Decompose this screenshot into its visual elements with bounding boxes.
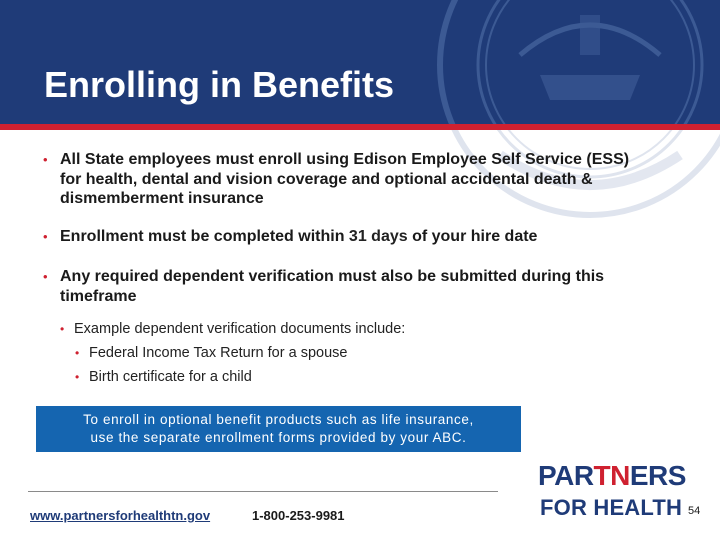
bullet-marker: • xyxy=(43,229,48,244)
sub-bullet-text: Example dependent verification documents include: xyxy=(74,321,406,337)
sub-bullet-text: Birth certificate for a child xyxy=(89,369,252,385)
callout-box xyxy=(36,406,521,452)
callout-line-2: use the separate enrollment forms provided by your ABC. xyxy=(90,430,467,445)
bullet-marker: • xyxy=(75,346,80,360)
logo-wordmark: PARTNERS xyxy=(538,460,686,491)
phone-number: 1-800-253-9981 xyxy=(252,508,345,523)
bullet-text: All State employees must enroll using Edison Employee Self Service (ESS) for health, dental and vision coverage and optional accidental death & dismemberment insurance xyxy=(60,151,630,207)
page-title: Enrolling in Benefits xyxy=(44,64,395,105)
bullet-marker: • xyxy=(43,152,48,167)
bullet-marker: • xyxy=(43,269,48,284)
bullet-text: Any required dependent verification must also be submitted during this timeframe xyxy=(60,268,605,305)
emphasis-days: 31 days xyxy=(348,228,408,245)
page-number: 54 xyxy=(688,505,701,517)
bullet-item xyxy=(43,150,630,209)
logo-tagline: FOR HEALTH xyxy=(540,495,683,520)
footer-divider xyxy=(28,491,498,492)
sub-bullet-text: Federal Income Tax Return for a spouse xyxy=(89,345,348,361)
callout-line-1: To enroll in optional benefit products such as life insurance, xyxy=(83,412,474,427)
bullet-text: of your hire date xyxy=(407,228,538,245)
website-link[interactable]: www.partnersforhealthtn.gov xyxy=(30,508,211,523)
sub-bullet-item xyxy=(75,344,348,362)
bullet-item xyxy=(43,267,635,306)
partners-for-health-logo xyxy=(538,460,686,522)
bullet-marker: • xyxy=(60,322,65,336)
bullet-marker: • xyxy=(75,370,80,384)
sub-bullet-item xyxy=(60,320,406,338)
bullet-item xyxy=(43,227,630,247)
sub-bullet-item xyxy=(75,368,252,386)
bullet-text: Enrollment must be completed within xyxy=(60,228,349,245)
